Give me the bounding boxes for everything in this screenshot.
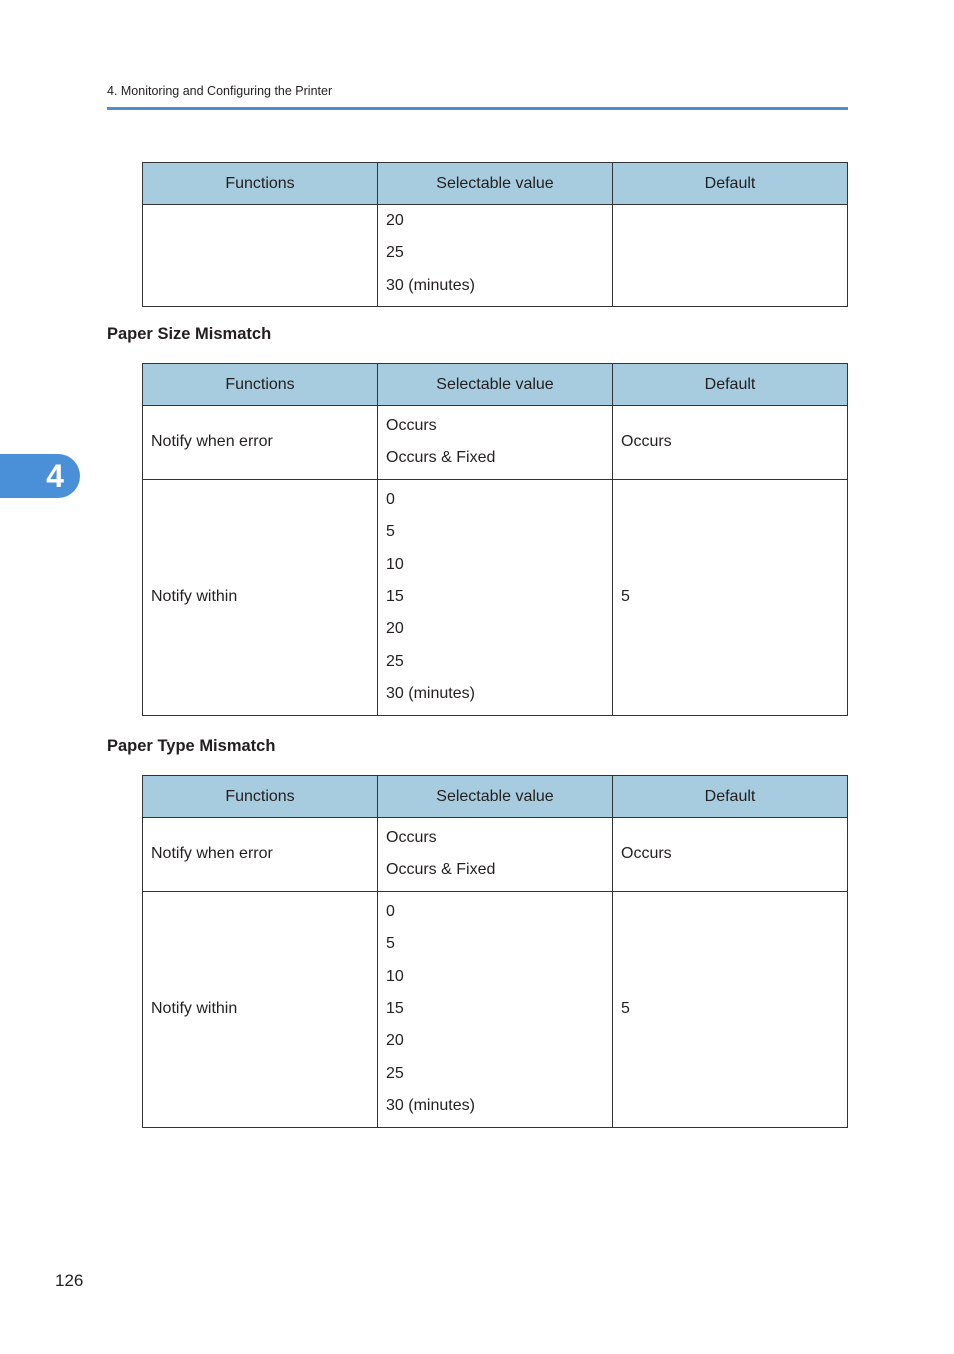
function-cell <box>143 205 378 307</box>
header-rule <box>107 107 848 110</box>
selectable-value-cell <box>378 818 613 892</box>
chapter-number: 4 <box>46 457 64 494</box>
value-item: 5 <box>386 523 395 541</box>
default-header: Default <box>613 776 848 818</box>
page-number: 126 <box>55 1271 84 1290</box>
value-item: 15 <box>386 588 404 606</box>
selectable-value-cell <box>378 205 613 307</box>
selectable-value-header: Selectable value <box>378 163 613 205</box>
table-header-row <box>143 364 848 406</box>
selectable-value-cell <box>378 406 613 480</box>
function-cell: Notify when error <box>143 406 378 480</box>
value-item: 20 <box>386 620 404 638</box>
table-header-row <box>143 776 848 818</box>
default-cell: Occurs <box>613 406 848 480</box>
value-item: Occurs & Fixed <box>386 449 496 467</box>
default-cell: 5 <box>613 479 848 715</box>
value-item: 10 <box>386 967 404 985</box>
value-item: Occurs & Fixed <box>386 861 496 879</box>
default-cell <box>613 205 848 307</box>
value-item: 0 <box>386 902 395 920</box>
table-row <box>143 891 848 1127</box>
value-item: 25 <box>386 1064 404 1082</box>
default-header: Default <box>613 364 848 406</box>
paper-size-mismatch-table <box>142 363 848 716</box>
value-item: Occurs <box>386 829 437 846</box>
paper-type-mismatch-table <box>142 775 848 1128</box>
value-item: 30 (minutes) <box>386 1097 475 1115</box>
table-row <box>143 205 848 307</box>
table-row <box>143 406 848 480</box>
selectable-value-header: Selectable value <box>378 776 613 818</box>
selectable-value-cell <box>378 891 613 1127</box>
value-item: 25 <box>386 244 404 262</box>
function-cell: Notify when error <box>143 818 378 892</box>
value-item: Occurs <box>386 417 437 434</box>
functions-header: Functions <box>143 776 378 818</box>
default-cell: 5 <box>613 891 848 1127</box>
default-cell: Occurs <box>613 818 848 892</box>
table-row <box>143 818 848 892</box>
default-header: Default <box>613 163 848 205</box>
value-item: 30 (minutes) <box>386 685 475 703</box>
value-item: 15 <box>386 1000 404 1018</box>
value-item: 20 <box>386 1032 404 1050</box>
value-item: 5 <box>386 935 395 953</box>
running-header: 4. Monitoring and Configuring the Printer <box>107 84 333 98</box>
value-item: 30 (minutes) <box>386 276 475 294</box>
table-row <box>143 479 848 715</box>
selectable-value-cell <box>378 479 613 715</box>
selectable-value-header: Selectable value <box>378 364 613 406</box>
chapter-tab <box>0 454 80 498</box>
section-title-paper-type: Paper Type Mismatch <box>107 737 276 755</box>
value-item: 20 <box>386 212 404 229</box>
functions-header: Functions <box>143 364 378 406</box>
value-item: 10 <box>386 555 404 573</box>
table-header-row <box>143 163 848 205</box>
value-item: 0 <box>386 490 395 508</box>
function-cell: Notify within <box>143 479 378 715</box>
section-title-paper-size: Paper Size Mismatch <box>107 325 272 343</box>
functions-header: Functions <box>143 163 378 205</box>
function-cell: Notify within <box>143 891 378 1127</box>
continued-table <box>142 162 848 307</box>
value-item: 25 <box>386 652 404 670</box>
